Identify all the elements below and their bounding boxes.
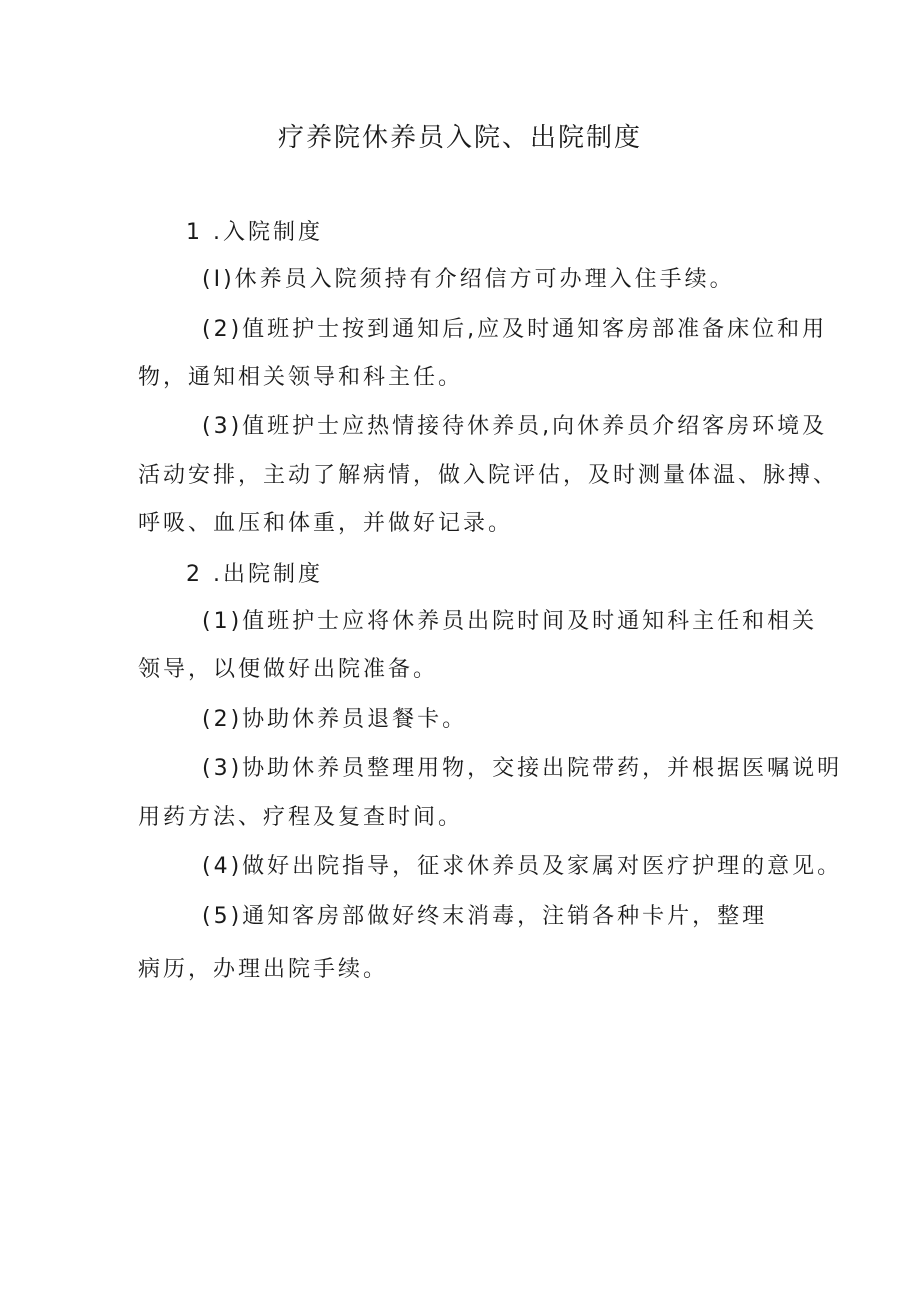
- discharge-item-1-line-2: 领导，以便做好出院准备。: [138, 657, 439, 682]
- section-heading-admission: 1 .入院制度: [186, 220, 323, 245]
- admission-item-1-line-1: (I)休养员入院须持有介绍信方可办理入住手续。: [202, 267, 735, 292]
- admission-item-3-line-1: (3)值班护士应热情接待休养员,向休养员介绍客房环境及: [202, 414, 828, 439]
- section-heading-discharge: 2 .出院制度: [186, 562, 323, 587]
- admission-item-3-line-3: 呼吸、血压和体重，并做好记录。: [138, 511, 514, 536]
- document-title: 疗养院休养员入院、出院制度: [277, 123, 642, 153]
- admission-item-3-line-2: 活动安排，主动了解病情，做入院评估，及时测量体温、脉搏、: [138, 463, 839, 488]
- discharge-item-3-line-1: (3)协助休养员整理用物，交接出院带药，并根据医嘱说明: [202, 756, 843, 781]
- discharge-item-5-line-1: (5)通知客房部做好终末消毒，注销各种卡片，整理: [202, 904, 768, 929]
- admission-item-2-line-1: (2)值班护士按到通知后,应及时通知客房部准备床位和用: [202, 317, 828, 342]
- discharge-item-5-line-2: 病历，办理出院手续。: [138, 957, 389, 982]
- discharge-item-4-line-1: (4)做好出院指导，征求休养员及家属对医疗护理的意见。: [202, 854, 843, 879]
- discharge-item-2-line-1: (2)协助休养员退餐卡。: [202, 707, 468, 732]
- discharge-item-1-line-1: (1)值班护士应将休养员出院时间及时通知科主任和相关: [202, 609, 818, 634]
- discharge-item-3-line-2: 用药方法、疗程及复查时间。: [138, 805, 464, 830]
- admission-item-2-line-2: 物，通知相关领导和科主任。: [138, 365, 464, 390]
